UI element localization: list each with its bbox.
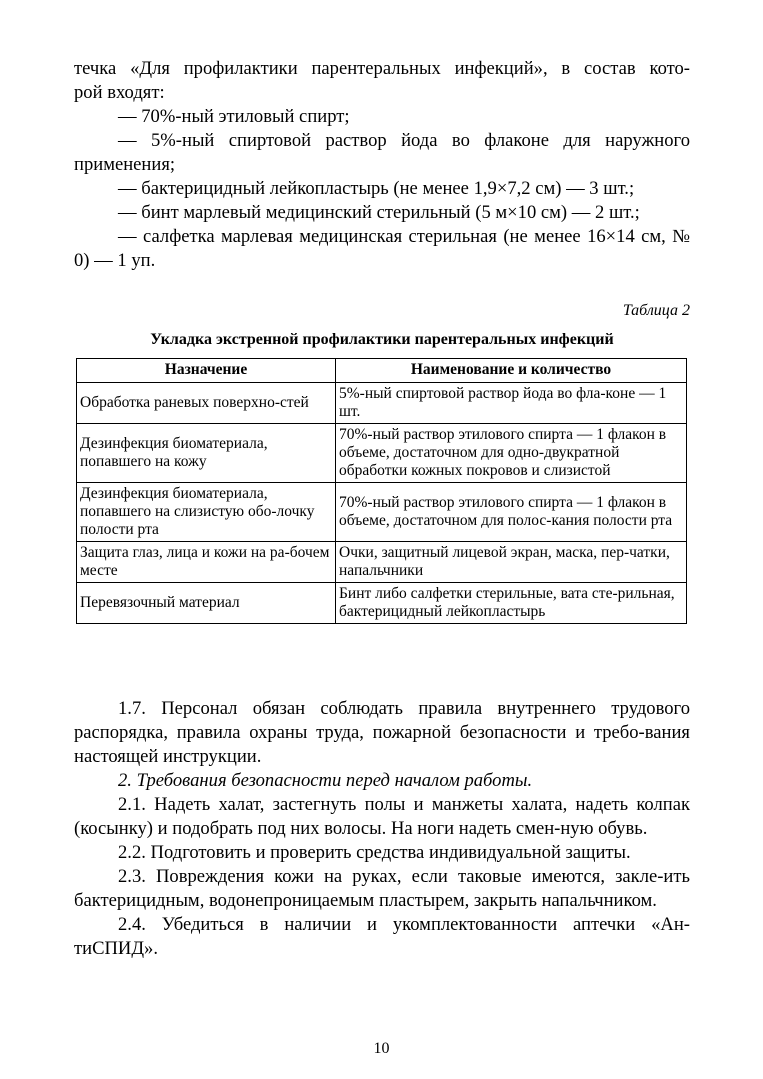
paragraph-2-3: 2.3. Повреждения кожи на руках, если таковые имеются, закле-ить бактерицидным, водонепроницаемым пластырем, закрыть напальчником. <box>74 866 690 911</box>
column-header: Назначение <box>77 359 336 383</box>
table-row <box>77 424 687 483</box>
table-title: Укладка экстренной профилактики парентеральных инфекций <box>150 331 614 348</box>
page-number: 10 <box>373 1040 390 1057</box>
table-cell: Обработка раневых поверхно-стей <box>77 383 336 424</box>
table-cell: Перевязочный материал <box>77 583 336 624</box>
intro-block <box>74 57 690 273</box>
table-cell: Защита глаз, лица и кожи на ра-бочем месте <box>77 542 336 583</box>
table-row <box>77 583 687 624</box>
table-cell: 70%-ный раствор этилового спирта — 1 флакон в объеме, достаточном для полос-кания полости рта <box>336 483 687 542</box>
intro-line-2: рой входят: <box>74 82 165 103</box>
prophylaxis-table <box>76 358 687 624</box>
paragraph-2-2: 2.2. Подготовить и проверить средства индивидуальной защиты. <box>118 842 631 863</box>
section-heading-2: 2. Требования безопасности перед началом работы. <box>118 770 533 791</box>
paragraph-2-1: 2.1. Надеть халат, застегнуть полы и манжеты халата, надеть колпак (косынку) и подобрать под них волосы. На ноги надеть смен-ную обувь. <box>74 794 690 839</box>
table-cell: Очки, защитный лицевой экран, маска, пер-чатки, напальчники <box>336 542 687 583</box>
paragraph-2-4: 2.4. Убедиться в наличии и укомплектованности аптечки «Ан-тиСПИД». <box>74 914 690 959</box>
table-row <box>77 483 687 542</box>
list-item: — бактерицидный лейкопластырь (не менее 1,9×7,2 см) — 3 шт.; <box>118 178 635 199</box>
table-cell: Дезинфекция биоматериала, попавшего на кожу <box>77 424 336 483</box>
table-header-row <box>77 359 687 383</box>
table-cell: 5%-ный спиртовой раствор йода во фла-коне — 1 шт. <box>336 383 687 424</box>
column-header: Наименование и количество <box>336 359 687 383</box>
table-cell: Бинт либо салфетки стерильные, вата сте-рильная, бактерицидный лейкопластырь <box>336 583 687 624</box>
paragraph-1-7: 1.7. Персонал обязан соблюдать правила внутреннего трудового распорядка, правила охраны труда, пожарной безопасности и требо-вания настоящей инструкции. <box>74 698 690 767</box>
table-row <box>77 542 687 583</box>
list-item: — бинт марлевый медицинский стерильный (5 м×10 см) — 2 шт.; <box>118 202 640 223</box>
instructions-block <box>74 697 690 961</box>
intro-line-1: течка «Для профилактики парентеральных инфекций», в состав кото- <box>74 58 690 79</box>
table-number: Таблица 2 <box>622 302 690 319</box>
table-cell: 70%-ный раствор этилового спирта — 1 флакон в объеме, достаточном для одно-двукратной обработки кожных покровов и слизистой <box>336 424 687 483</box>
list-item: — салфетка марлевая медицинская стерильная (не менее 16×14 см, № 0) — 1 уп. <box>74 226 690 271</box>
table-cell: Дезинфекция биоматериала, попавшего на слизистую обо-лочку полости рта <box>77 483 336 542</box>
list-item: — 5%-ный спиртовой раствор йода во флаконе для наружного применения; <box>74 130 690 175</box>
list-item: — 70%-ный этиловый спирт; <box>118 106 350 127</box>
table-row <box>77 383 687 424</box>
